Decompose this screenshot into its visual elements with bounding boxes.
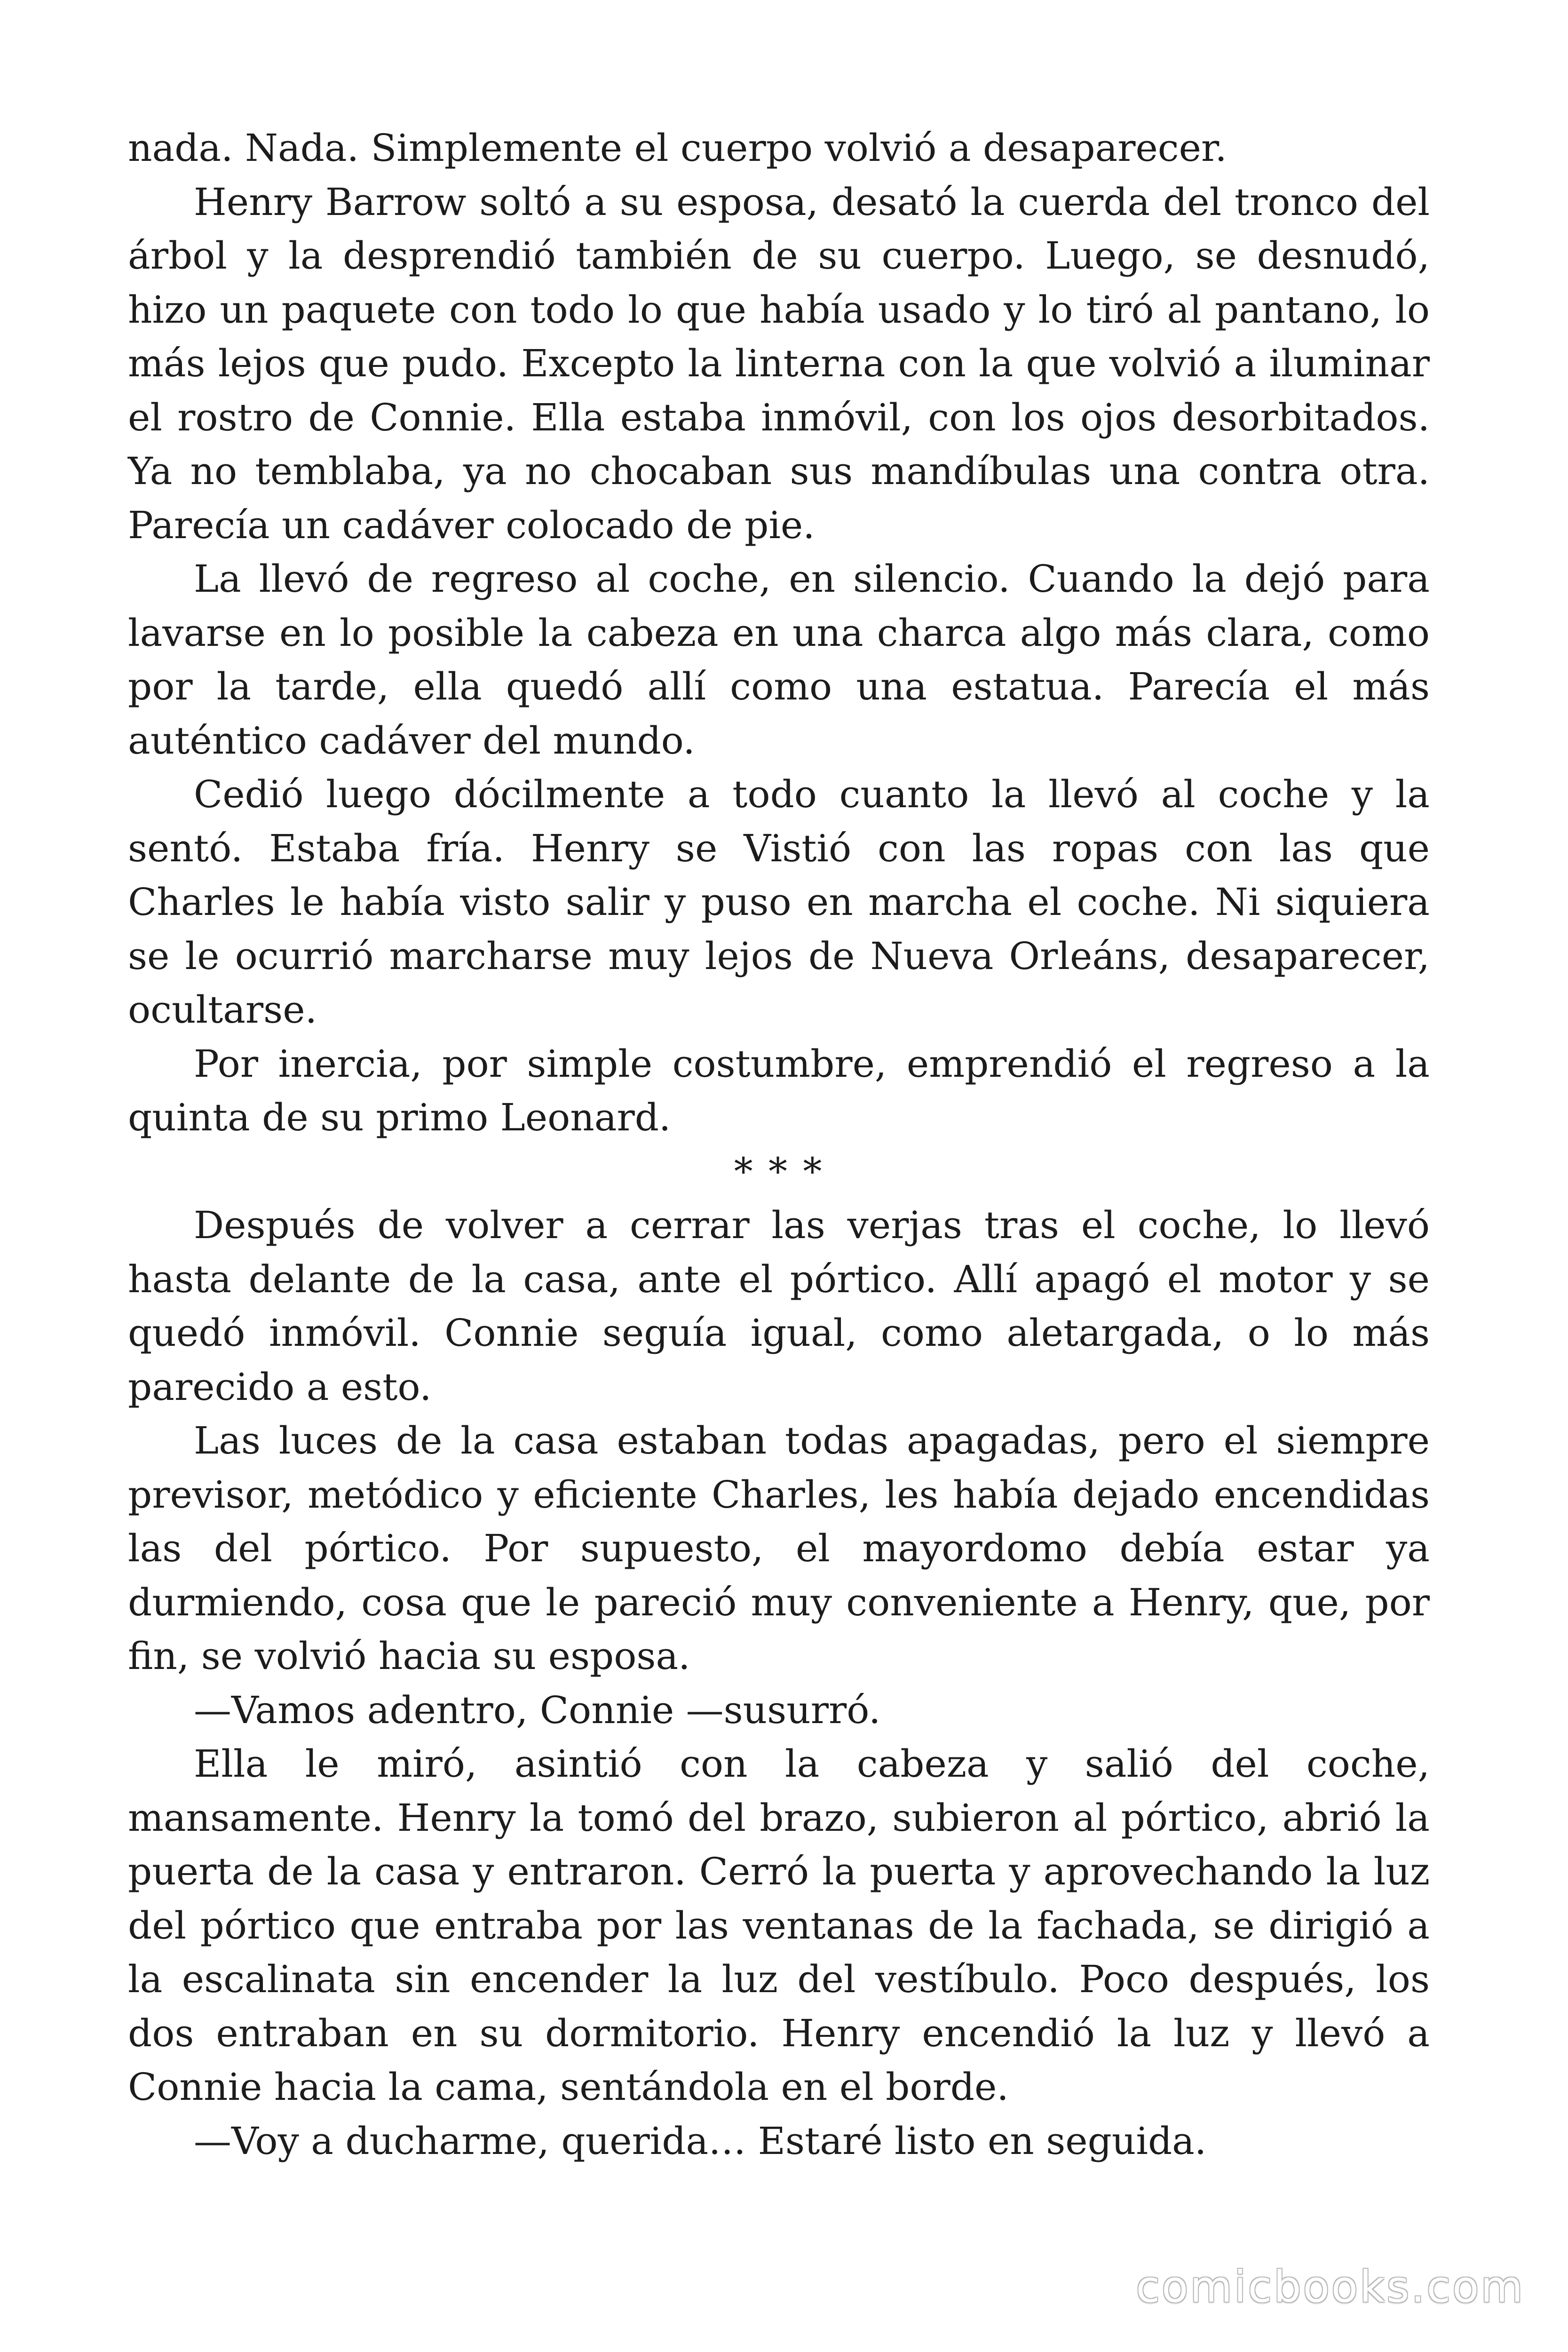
paragraph-2: Henry Barrow soltó a su esposa, desató la cuerda del tronco del árbol y la desprendió también de su cuerpo. Luego, se desnudó, hizo un paquete con todo lo que había usado y lo tiró al pantano, lo más lejos que pudo. Excepto la linterna con la que volvió a iluminar el rostro de Connie. Ella estaba inmóvil, con los ojos desorbitados. Ya no temblaba, ya no chocaban sus mandíbulas una contra otra. Parecía un cadáver colocado de pie. <box>128 180 1430 547</box>
watermark: comicbooks.com <box>1136 2262 1525 2312</box>
paragraph-10: —Voy a ducharme, querida… Estaré listo en seguida. <box>194 2119 1207 2163</box>
text-column <box>128 121 1430 2168</box>
scene-break: * * * <box>734 1149 824 1193</box>
paragraph-7: Las luces de la casa estaban todas apagadas, pero el siempre previsor, metódico y eficiente Charles, les había dejado encendidas las del pórtico. Por supuesto, el mayordomo debía estar ya durmiendo, cosa que le pareció muy conveniente a Henry, que, por fin, se volvió hacia su esposa. <box>128 1419 1430 1678</box>
paragraph-6: Después de volver a cerrar las verjas tras el coche, lo llevó hasta delante de la casa, ante el pórtico. Allí apagó el motor y se quedó inmóvil. Connie seguía igual, como aletargada, o lo más parecido a esto. <box>128 1203 1430 1409</box>
paragraph-5: Por inercia, por simple costumbre, emprendió el regreso a la quinta de su primo Leonard. <box>128 1041 1430 1139</box>
paragraph-9: Ella le miró, asintió con la cabeza y salió del coche, mansamente. Henry la tomó del brazo, subieron al pórtico, abrió la puerta de la casa y entraron. Cerró la puerta y aprovechando la luz del pórtico que entraba por las ventanas de la fachada, se dirigió a la escalinata sin encender la luz del vestíbulo. Poco después, los dos entraban en su dormitorio. Henry encendió la luz y llevó a Connie hacia la cama, sentándola en el borde. <box>128 1742 1430 2109</box>
paragraph-1: nada. Nada. Simplemente el cuerpo volvió a desaparecer. <box>128 126 1227 170</box>
paragraph-8: —Vamos adentro, Connie —susurró. <box>194 1688 881 1732</box>
paragraph-4: Cedió luego dócilmente a todo cuanto la llevó al coche y la sentó. Estaba fría. Henry se Vistió con las ropas con las que Charles le había visto salir y puso en marcha el coche. Ni siquiera se le ocurrió marcharse muy lejos de Nueva Orleáns, desaparecer, ocultarse. <box>128 772 1430 1032</box>
paragraph-3: La llevó de regreso al coche, en silencio. Cuando la dejó para lavarse en lo posible la cabeza en una charca algo más clara, como por la tarde, ella quedó allí como una estatua. Parecía el más auténtico cadáver del mundo. <box>128 557 1430 763</box>
